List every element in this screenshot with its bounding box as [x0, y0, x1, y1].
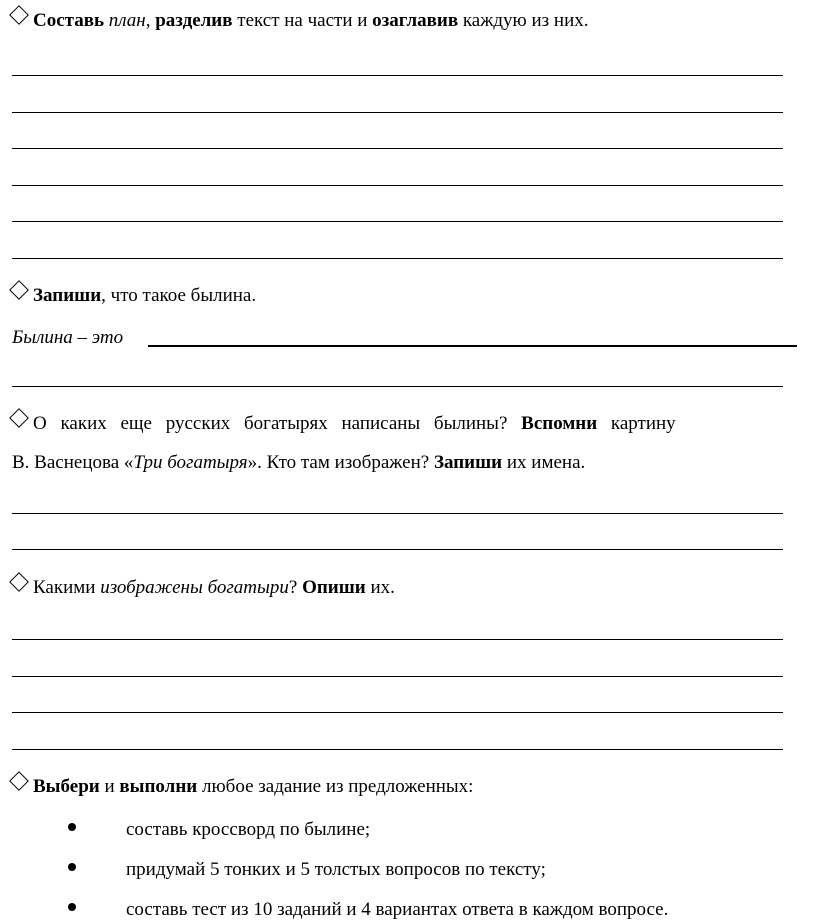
answer-line[interactable] [12, 712, 783, 713]
task-3-instruction-line-2: В. Васнецова «Три богатыря». Кто там изображен? Запиши их имена. [12, 452, 586, 473]
answer-line[interactable] [12, 749, 783, 750]
diamond-bullet-icon [9, 771, 29, 791]
answer-line[interactable] [12, 639, 783, 640]
answer-line[interactable] [12, 185, 783, 186]
task-4-instruction: Какими изображены богатыри? Опиши их. [6, 575, 395, 600]
answer-line[interactable] [12, 386, 783, 387]
answer-line[interactable] [12, 549, 783, 550]
task-2-instruction: Запиши, что такое былина. [6, 283, 256, 308]
answer-line[interactable] [12, 112, 783, 113]
task-5-instruction: Выбери и выполни любое задание из предложенных: [6, 774, 473, 799]
task-1-instruction: Составь план, разделив текст на части и озаглавив каждую из них. [6, 8, 588, 33]
list-item: придумай 5 тонких и 5 толстых вопросов по тексту; [68, 858, 546, 882]
bullet-dot-icon [68, 823, 76, 831]
answer-line[interactable] [12, 148, 783, 149]
definition-answer-line[interactable] [148, 345, 797, 347]
diamond-bullet-icon [9, 408, 29, 428]
answer-line[interactable] [12, 513, 783, 514]
diamond-bullet-icon [9, 5, 29, 25]
list-item: составь кроссворд по былине; [68, 818, 370, 842]
answer-line[interactable] [12, 258, 783, 259]
answer-line[interactable] [12, 676, 783, 677]
task-3-instruction-line-1: О каких еще русских богатырях написаны былины? Вспомни картину [6, 411, 676, 436]
answer-line[interactable] [12, 75, 783, 76]
bullet-dot-icon [68, 863, 76, 871]
list-item: составь тест из 10 заданий и 4 вариантах ответа в каждом вопросе. [68, 898, 668, 922]
bylina-definition-label: Былина – это [12, 327, 124, 348]
bullet-dot-icon [68, 903, 76, 911]
diamond-bullet-icon [9, 280, 29, 300]
diamond-bullet-icon [9, 572, 29, 592]
answer-line[interactable] [12, 221, 783, 222]
